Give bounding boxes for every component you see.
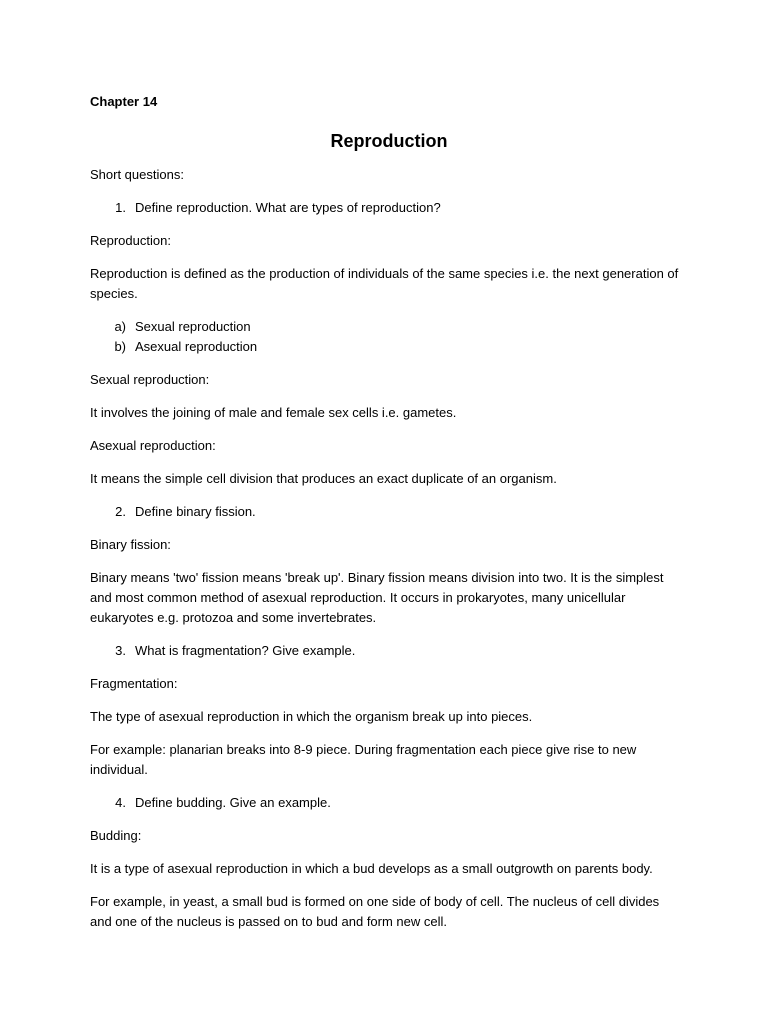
example-text: For example: planarian breaks into 8-9 piece. During fragmentation each piece give rise to new individual. bbox=[90, 742, 637, 777]
question-2 bbox=[90, 502, 680, 522]
list-marker: b) bbox=[114, 339, 126, 354]
list-item bbox=[90, 317, 680, 337]
reproduction-types-list bbox=[90, 317, 680, 357]
sexual-heading: Sexual reproduction: bbox=[90, 372, 210, 387]
answer-heading: Binary fission: bbox=[90, 537, 171, 552]
example-text: For example, in yeast, a small bud is formed on one side of body of cell. The nucleus of cell divides and one of the nucleus is passed on to bud and form new cell. bbox=[90, 894, 660, 929]
asexual-heading: Asexual reproduction: bbox=[90, 438, 216, 453]
asexual-text: It means the simple cell division that produces an exact duplicate of an organism. bbox=[90, 471, 557, 486]
sexual-text: It involves the joining of male and female sex cells i.e. gametes. bbox=[90, 405, 457, 420]
list-item-text: Sexual reproduction bbox=[135, 319, 251, 334]
question-number: 2. bbox=[115, 504, 126, 519]
question-text: Define budding. Give an example. bbox=[135, 795, 331, 810]
chapter-label: Chapter 14 bbox=[90, 94, 158, 109]
answer-text: Reproduction is defined as the production of individuals of the same species i.e. the next generation of species. bbox=[90, 266, 679, 301]
answer-heading: Reproduction: bbox=[90, 233, 171, 248]
question-text: What is fragmentation? Give example. bbox=[135, 643, 356, 658]
answer-heading: Fragmentation: bbox=[90, 676, 178, 691]
answer-text: It is a type of asexual reproduction in which a bud develops as a small outgrowth on parents body. bbox=[90, 861, 653, 876]
question-number: 4. bbox=[115, 795, 126, 810]
question-text: Define binary fission. bbox=[135, 504, 256, 519]
question-3 bbox=[90, 641, 680, 661]
document-page bbox=[90, 92, 680, 945]
page-title: Reproduction bbox=[330, 131, 448, 151]
answer-text: Binary means 'two' fission means 'break up'. Binary fission means division into two. It is the simplest and most common method of asexual reproduction. It occurs in prokaryotes, many unicellular eukaryotes e.g. protozoa and some invertebrates. bbox=[90, 570, 664, 625]
list-marker: a) bbox=[114, 319, 126, 334]
list-item bbox=[90, 337, 680, 357]
question-1 bbox=[90, 198, 680, 218]
question-number: 3. bbox=[115, 643, 126, 658]
answer-text: The type of asexual reproduction in which the organism break up into pieces. bbox=[90, 709, 533, 724]
list-item-text: Asexual reproduction bbox=[135, 339, 258, 354]
question-number: 1. bbox=[115, 200, 126, 215]
question-4 bbox=[90, 793, 680, 813]
answer-heading: Budding: bbox=[90, 828, 142, 843]
section-heading: Short questions: bbox=[90, 167, 184, 182]
question-text: Define reproduction. What are types of reproduction? bbox=[135, 200, 441, 215]
